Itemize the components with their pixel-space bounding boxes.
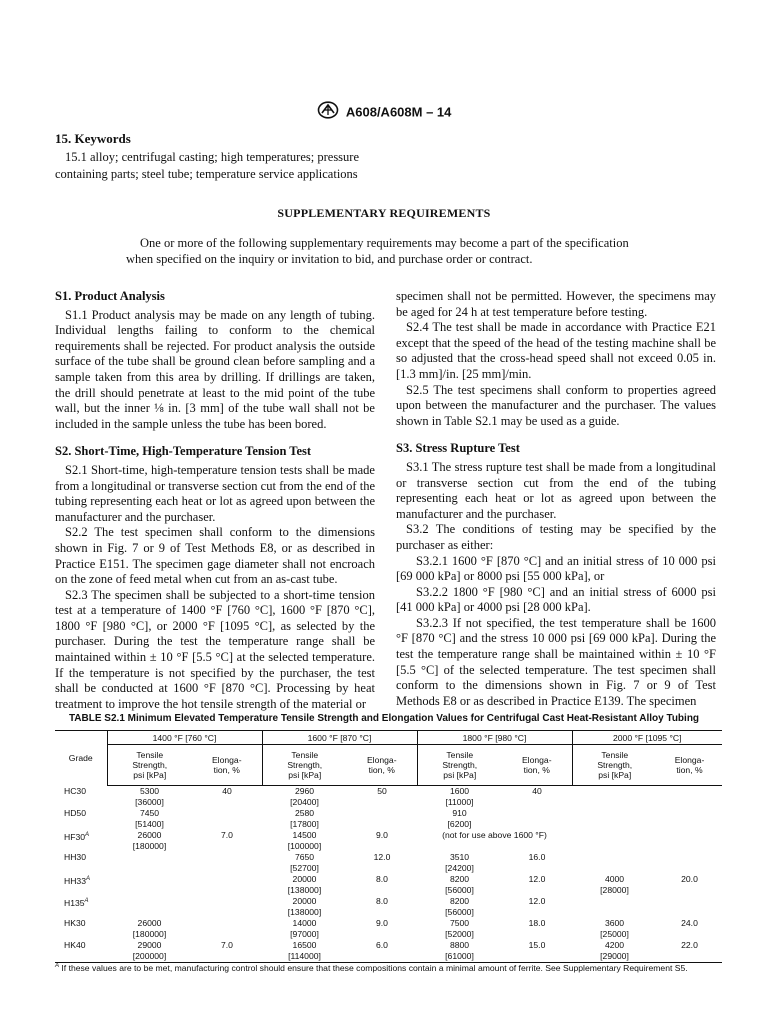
- table-row: [55, 940, 722, 963]
- elongation-cell: 40: [532, 786, 542, 796]
- keywords-heading: 15. Keywords: [55, 131, 131, 146]
- tensile-strength-cell: [572, 786, 657, 809]
- s1-1-paragraph: S1.1 Product analysis may be made on any length of tubing. Individual lengths failing to conform to the chemical requirements shall be rejected. For product analysis the outside surface of the tube shall be ground clean before sampling and a sample taken from this area by drilling. If drillings are taken, the drill should penetrate at least to the mid point of the tube wall, but the inner ⅛ in. [3 mm] of the tube wall shall not be included in the sample unless the tube has been bored.: [55, 307, 375, 431]
- tensile-strength-cell: 20000 [138000]: [287, 874, 322, 895]
- elongation-header: Elonga- tion, %: [502, 745, 572, 786]
- s1-heading: S1. Product Analysis: [55, 289, 165, 303]
- elongation-header: Elonga- tion, %: [192, 745, 262, 786]
- s2-3-paragraph: S2.3 The specimen shall be subjected to a short-time tension test at a temperature of 1400 °F [760 °C], 1600 °F [870 °C], 1800 °F [980 °C], or 2000 °F [1095 °C], as selected by the purchaser. During the test the temperature range shall be maintained within ± 10 °F [5.5 °C] at the selected temperature. If the temperature is not specified by the purchaser, the test shall be conducted at 1600 °F [870 °C]. Processing by heat treatment to improve the hot tensile strength of the material or: [55, 587, 375, 711]
- document-designation: A608/A608M – 14: [345, 104, 452, 120]
- elongation-header: Elonga- tion, %: [657, 745, 722, 786]
- tensile-strength-cell: 8800 [61000]: [417, 940, 502, 963]
- elongation-cell: [502, 808, 572, 830]
- elongation-cell: [657, 808, 722, 830]
- tensile-strength-cell: 14500 [100000]: [287, 830, 322, 851]
- elongation-cell: 20.0: [681, 874, 698, 884]
- elongation-cell: [192, 896, 262, 918]
- elongation-cell: [192, 852, 262, 874]
- tensile-strength-header: Tensile Strength, psi [kPa]: [107, 745, 192, 786]
- table-row: [55, 874, 722, 896]
- elongation-cell: [347, 808, 417, 830]
- tensile-strength-cell: [572, 830, 657, 852]
- tensile-strength-header: Tensile Strength, psi [kPa]: [417, 745, 502, 786]
- elongation-cell: 16.0: [528, 852, 546, 862]
- note-cell: (not for use above 1600 °F): [442, 830, 547, 840]
- grade-cell: HC30: [64, 785, 86, 796]
- elongation-cell: [657, 786, 722, 809]
- elongation-cell: 9.0: [376, 830, 388, 840]
- elongation-cell: 12.0: [528, 874, 546, 884]
- astm-logo-icon: [317, 101, 339, 123]
- tensile-strength-cell: 7450 [51400]: [135, 808, 164, 829]
- tensile-strength-cell: 29000 [200000]: [107, 940, 192, 963]
- elongation-header: Elonga- tion, %: [347, 745, 417, 786]
- tensile-strength-cell: 2960 [20400]: [290, 786, 319, 807]
- s3-1-paragraph: S3.1 The stress rupture test shall be made from a longitudinal or transverse section cut from the end of the tubing representing each heat or lot as agreed upon between the manufacturer and the purchaser.: [396, 459, 716, 521]
- tensile-strength-cell: 26000 [180000]: [132, 830, 167, 851]
- elongation-cell: 7.0: [221, 830, 233, 840]
- tensile-strength-header: Tensile Strength, psi [kPa]: [572, 745, 657, 786]
- grade-footnote-mark: A: [85, 876, 90, 882]
- tensile-strength-cell: 16500 [114000]: [262, 940, 347, 963]
- tensile-strength-cell: 3510 [24200]: [445, 852, 474, 873]
- tensile-strength-cell: 7500 [52000]: [445, 918, 474, 939]
- tensile-strength-cell: [107, 874, 192, 896]
- footnote-text: If these values are to be met, manufacturing control should ensure that these compositions contain a minimal amount of ferrite. See Supplementary Requirement S5.: [59, 963, 688, 973]
- tensile-strength-cell: 8200 [56000]: [445, 896, 474, 917]
- tensile-strength-cell: [107, 852, 192, 874]
- elongation-cell: 12.0: [373, 852, 391, 862]
- elongation-cell: 22.0: [657, 940, 722, 963]
- elongation-cell: [192, 874, 262, 896]
- grade-cell: $H135^A$: [64, 897, 89, 908]
- grade-cell: $HH33^A$: [64, 875, 90, 886]
- tensile-strength-cell: 20000 [138000]: [287, 896, 322, 917]
- supplementary-title: SUPPLEMENTARY REQUIREMENTS: [277, 206, 491, 220]
- tensile-strength-header: Tensile Strength, psi [kPa]: [262, 745, 347, 786]
- grade-footnote-mark: A: [84, 898, 89, 904]
- temp-group-header: 2000 °F [1095 °C]: [572, 731, 722, 745]
- elongation-cell: 7.0: [192, 940, 262, 963]
- s2-heading: S2. Short-Time, High-Temperature Tension Test: [55, 444, 312, 459]
- tensile-strength-cell: 4000 [28000]: [600, 874, 629, 895]
- right-column: [396, 289, 716, 709]
- elongation-cell: 50: [377, 786, 387, 796]
- temp-group-header: 1600 °F [870 °C]: [262, 731, 417, 745]
- elongation-cell: 15.0: [502, 940, 572, 963]
- elongation-cell: [657, 896, 722, 918]
- grade-cell: HK40: [55, 940, 107, 963]
- tensile-strength-cell: 8200 [56000]: [445, 874, 474, 895]
- elongation-cell: 6.0: [347, 940, 417, 963]
- elongation-cell: [192, 808, 262, 830]
- tensile-strength-cell: [572, 852, 657, 874]
- s2-3-continuation: specimen shall not be permitted. However, the specimens may be aged for 24 h at test temperature before testing.: [396, 289, 716, 319]
- table-title: TABLE S2.1 Minimum Elevated Temperature Tensile Strength and Elongation Values for Centrifugal Cast Heat-Resistant Alloy Tubing: [68, 713, 700, 724]
- elongation-cell: 8.0: [376, 874, 388, 884]
- table-row: [55, 830, 722, 852]
- tensile-strength-cell: 5300 [36000]: [135, 786, 164, 807]
- table-row: [55, 786, 722, 809]
- s2-1-paragraph: S2.1 Short-time, high-temperature tension tests shall be made from a longitudinal or transverse section cut from the end of the tubing representing each heat or lot as agreed upon between the manufacturer and the purchaser.: [55, 462, 375, 524]
- elongation-cell: [192, 918, 262, 940]
- s2-2-paragraph: S2.2 The test specimen shall conform to the dimensions shown in Fig. 7 or 9 of Test Methods E8, or as described in Practice E151. The specimen gage diameter shall not encroach on the zone of feed metal when cut from an as-cast tube.: [55, 525, 375, 587]
- temp-group-header: 1400 °F [760 °C]: [107, 731, 262, 745]
- table-footnote: [55, 963, 725, 973]
- footnote-mark: A: [55, 963, 60, 970]
- elongation-cell: 24.0: [681, 918, 698, 928]
- s3-2-paragraph: S3.2 The conditions of testing may be specified by the purchaser as either:: [396, 522, 716, 552]
- tensile-strength-cell: 3600 [25000]: [600, 918, 629, 939]
- s3-heading: S3. Stress Rupture Test: [396, 441, 520, 456]
- s2-4-paragraph: S2.4 The test shall be made in accordance with Practice E21 except that the speed of the head of the testing machine shall be so adjusted that the cross-head speed shall not exceed 0.05 in. [1.3 mm]/in. [25 mm]/min.: [396, 320, 716, 381]
- table-row: [55, 918, 722, 940]
- elongation-cell: 9.0: [376, 918, 388, 928]
- s3-2-1-paragraph: S3.2.1 1600 °F [870 °C] and an initial stress of 10 000 psi [69 000 kPa] or 8000 psi [55 000 kPa], or: [396, 553, 716, 584]
- s2-5-paragraph: S2.5 The test specimens shall conform to properties agreed upon between the manufacturer and the purchaser. The values shown in Table S2.1 may be used as a guide.: [396, 382, 716, 428]
- table-row: [55, 808, 722, 830]
- elongation-cell: 8.0: [376, 896, 388, 906]
- keywords-text: 15.1 alloy; centrifugal casting; high temperatures; pressure containing parts; steel tube; temperature service applications: [55, 150, 360, 181]
- tensile-strength-cell: [572, 896, 657, 918]
- tensile-strength-cell: 2580 [17800]: [290, 808, 319, 829]
- grade-cell: $HF30^A$: [64, 831, 90, 842]
- tensile-strength-cell: [572, 808, 657, 830]
- grade-header: Grade: [55, 731, 107, 786]
- temp-group-header: 1800 °F [980 °C]: [417, 731, 572, 745]
- elongation-cell: 40: [222, 786, 232, 796]
- grade-footnote-mark: A: [85, 832, 90, 838]
- s3-2-2-paragraph: S3.2.2 1800 °F [980 °C] and an initial stress of 6000 psi [41 000 kPa] or 4000 psi [28 000 kPa].: [396, 584, 716, 615]
- elongation-cell: 18.0: [528, 918, 546, 928]
- table-row: [55, 896, 722, 918]
- s3-2-3-paragraph: S3.2.3 If not specified, the test temperature shall be 1600 °F [870 °C] and the stress 10 000 psi [69 000 kPa]. During the test the temperature range shall be maintained within ± 10 °F [5.5 °C] of the selected temperature. The test specimen shall conform to the dimensions shown in Fig. 7 or 9 of Test Methods E8 or as described in Practice E139. The specimen: [396, 615, 716, 708]
- elongation-cell: [657, 852, 722, 874]
- elongation-cell: 12.0: [528, 896, 546, 906]
- tensile-strength-cell: 7650 [52700]: [290, 852, 319, 873]
- grade-cell: HK30: [64, 918, 86, 928]
- tensile-table: [55, 730, 722, 963]
- elongation-cell: [657, 830, 722, 852]
- grade-cell: HH30: [64, 852, 86, 862]
- left-column: [55, 289, 375, 712]
- table-row: [55, 852, 722, 874]
- tensile-strength-cell: 14000 [97000]: [290, 918, 319, 939]
- page-header: [0, 101, 768, 123]
- grade-cell: HD50: [64, 808, 86, 818]
- tensile-strength-cell: [107, 896, 192, 918]
- supplementary-intro: One or more of the following supplementary requirements may become a part of the specification when specified on the inquiry or invitation to bid, and purchase order or contract.: [126, 236, 629, 266]
- tensile-strength-cell: 1600 [11000]: [445, 786, 474, 807]
- tensile-strength-cell: 26000 [180000]: [132, 918, 167, 939]
- tensile-strength-cell: 4200 [29000]: [572, 940, 657, 963]
- tensile-strength-cell: 910 [6200]: [447, 808, 472, 829]
